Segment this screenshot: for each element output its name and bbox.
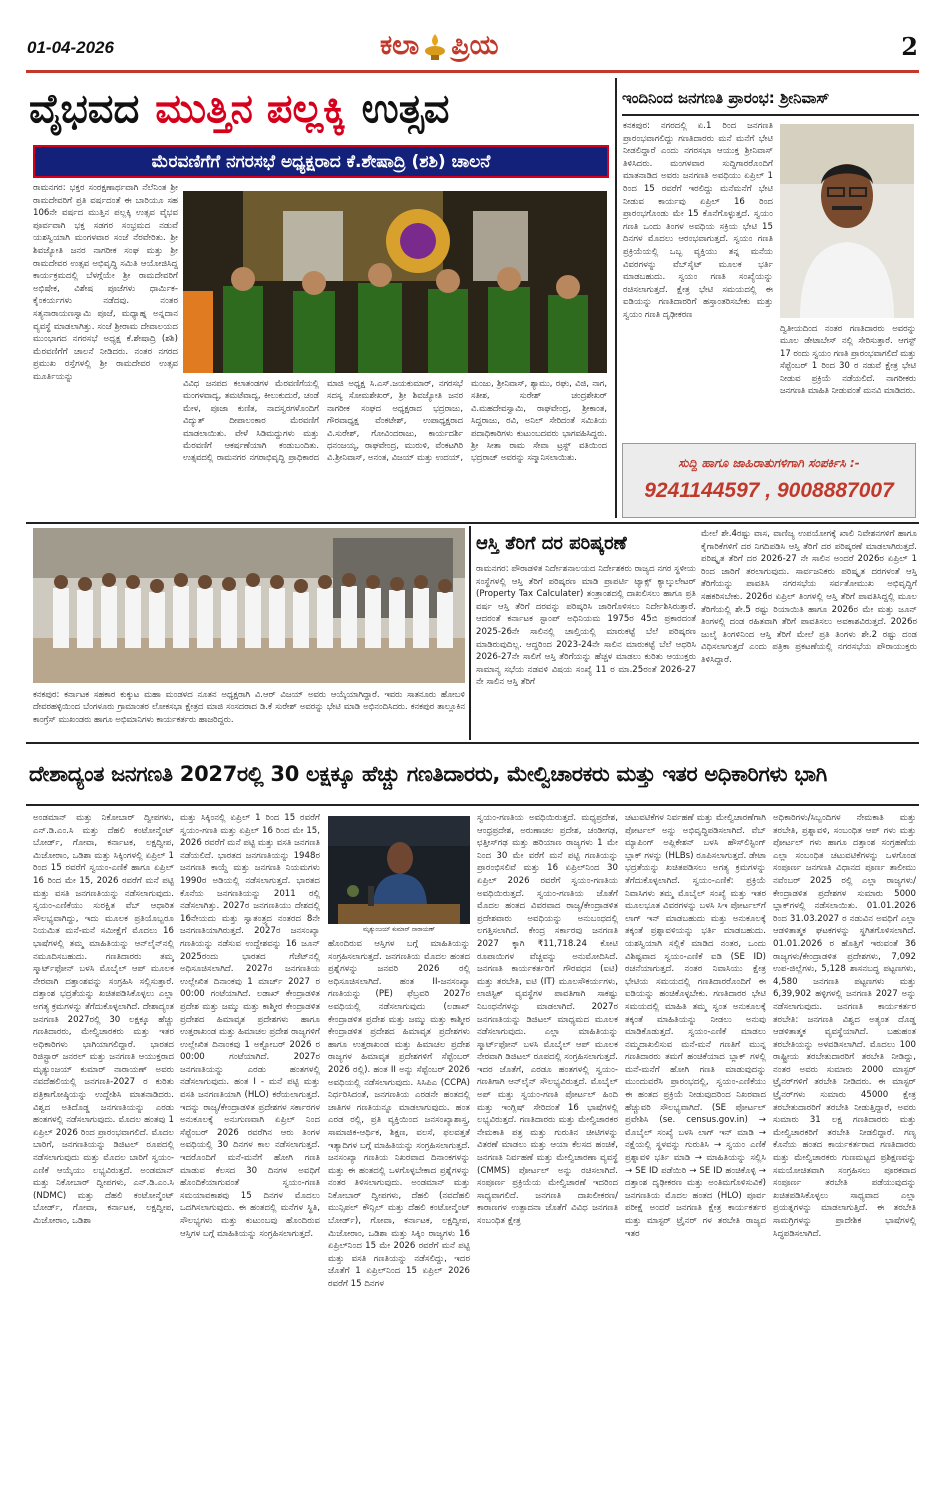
group-photo (33, 528, 465, 683)
story2-photo-caption: ದ್ವಿತೀಯದಿಂದ ನಂತರ ಗಣತಿದಾರರು ಅವರನ್ನು ಮೂಲ ಡೇಟಾಬೇಸ್ ನಲ್ಲಿ ಸೇರಿಸುತ್ತಾರೆ. ಆಗಸ್ಟ್ 17 ರಂದು ಸ್ವಯಂ ಗಣತಿ ಪ್ರಾರಂಭವಾಗಲಿದೆ ಮತ್ತು ಸೆಪ್ಟೆಂಬರ್ 1 ರಿಂದ 30 ರ ನಡುವೆ ಕ್ಷೇತ್ರ ಭೇಟಿ ನೀಡುವ ಪ್ರಕ್ರಿಯೆ ನಡೆಯಲಿದೆ. ನಾಗರೀಕರು ಜನಗಣತಿ ಮಾಹಿತಿ ನೀಡುವಂತೆ ಮನವಿ ಮಾಡಿದರು. (780, 323, 916, 396)
ad-phone: 9241144597 , 9008887007 (644, 479, 894, 502)
story4-headline: ಆಸ್ತಿ ತೆರಿಗೆ ದರ ಪರಿಷ್ಕರಣೆ (476, 532, 627, 554)
horizontal-divider-1 (26, 522, 919, 524)
logo-text-left: ಕಲಾ (380, 30, 420, 61)
story1-headline: ವೈಭವದ ಮುತ್ತಿನ ಪಲ್ಲಕ್ಕಿ ಉತ್ಸವ (29, 86, 450, 132)
story2-headline: ಇಂದಿನಿಂದ ಜನಗಣತಿ ಪ್ರಾರಂಭ: ಶ್ರೀನಿವಾಸ್ (622, 82, 919, 116)
photo-nameplate: ಮೃತ್ಯುಂಜಯ್ ಕುಮಾರ್ ನಾರಾಯಣ್ (363, 926, 435, 933)
procession-photo (183, 191, 607, 373)
story5-rule (26, 804, 919, 806)
masthead-logo (380, 26, 499, 66)
issue-date: 01-04-2026 (27, 38, 114, 57)
story5-col1: ಅಂಡಮಾನ್ ಮತ್ತು ನಿಕೋಬಾರ್ ದ್ವೀಪಗಳು, ಎನ್.ಡಿ.ಎಂ.ಸಿ ಮತ್ತು ದೆಹಲಿ ಕಂಟೋನ್ಮೆಂಟ್ ಬೋರ್ಡ್, ಗೋವಾ, ಕರ್ನಾಟಕ, ಲಕ್ಷದ್ವೀಪ, ಮಿಜೋರಾಂ, ಒಡಿಶಾ ಮತ್ತು ಸಿಕ್ಕಿಂಗಳಲ್ಲಿ ಏಪ್ರಿಲ್ 1 ರಿಂದ 15 ರವರೆಗೆ ಸ್ವಯಂ-ಎಣಿಕೆ ಹಾಗೂ ಏಪ್ರಿಲ್ 16 ರಿಂದ ಮೇ 15, 2026 ರವರೆಗೆ ಮನೆ ಪಟ್ಟಿ ಮತ್ತು ವಸತಿ ಜನಗಣತಿಯನ್ನು ನಡೆಸಲಾಗುವುದು. ಸ್ವಯಂ-ಎಣಿಕೆಯು ಸುರಕ್ಷಿತ ವೆಬ್ ಆಧಾರಿತ ಸೌಲಭ್ಯವಾಗಿದ್ದು, ಇದು ಮೂಲಕ ಪ್ರತಿಯೊಬ್ಬರೂ ನಿಯಮಿತ ಮನೆ-ಮನೆ ಸಮೀಕ್ಷೆಗೆ ಮೊದಲು 16 ಭಾಷೆಗಳಲ್ಲಿ ತಮ್ಮ ಮಾಹಿತಿಯನ್ನು ಆನ್‌ಲೈನ್‌ನಲ್ಲಿ ನಮೂದಿಸಬಹುದು. ಗಣತಿದಾರರು ತಮ್ಮ ಸ್ಮಾರ್ಟ್‌ಫೋನ್ ಬಳಸಿ ಮೊಬೈಲ್ ಆಪ್ ಮೂಲಕ ನೇರವಾಗಿ ದತ್ತಾಂಶವನ್ನು ಸಂಗ್ರಹಿಸಿ ಸಲ್ಲಿಸುತ್ತಾರೆ. ದತ್ತಾಂಶ ಭದ್ರತೆಯನ್ನು ಖಚಿತಪಡಿಸಿಕೊಳ್ಳಲು ಎಲ್ಲಾ ಅಗತ್ಯ ಕ್ರಮಗಳನ್ನು ತೆಗೆದುಕೊಳ್ಳಲಾಗಿದೆ. ದೇಶಾದ್ಯಂತ ಜನಗಣತಿ 2027ರಲ್ಲಿ 30 ಲಕ್ಷಕ್ಕೂ ಹೆಚ್ಚು ಗಣತಿದಾರರು, ಮೇಲ್ವಿಚಾರಕರು ಮತ್ತು ಇತರ ಅಧಿಕಾರಿಗಳು ಭಾಗಿಯಾಗಲಿದ್ದಾರೆ. ಭಾರತದ ರಿಜಿಸ್ಟ್ರಾರ್ ಜನರಲ್ ಮತ್ತು ಜನಗಣತಿ ಆಯುಕ್ತರಾದ ಮೃತ್ಯುಂಜಯ್ ಕುಮಾರ್ ನಾರಾಯಣ್ ಅವರು ನವದೆಹಲಿಯಲ್ಲಿ ಜನಗಣತಿ-2027 ರ ಕುರಿತು ಪತ್ರಿಕಾಗೋಷ್ಠಿಯನ್ನು ಉದ್ದೇಶಿಸಿ ಮಾತನಾಡಿದರು. ವಿಶ್ವದ ಅತಿದೊಡ್ಡ ಜನಗಣತಿಯನ್ನು ಎರಡು ಹಂತಗಳಲ್ಲಿ ನಡೆಸಲಾಗುವುದು. ಮೊದಲ ಹಂತವು 1 ಏಪ್ರಿಲ್ 2026 ರಿಂದ ಪ್ರಾರಂಭವಾಗಲಿದೆ. ಮೊದಲ ಬಾರಿಗೆ, ಜನಗಣತಿಯನ್ನು ಡಿಜಿಟಲ್ ರೂಪದಲ್ಲಿ ನಡೆಸಲಾಗುವುದು ಮತ್ತು ಮೊದಲ ಬಾರಿಗೆ ಸ್ವಯಂ-ಎಣಿಕೆ ಆಯ್ಕೆಯು ಲಭ್ಯವಿರುತ್ತದೆ. ಅಂಡಮಾನ್ ಮತ್ತು ನಿಕೋಬಾರ್ ದ್ವೀಪಗಳು, ಎನ್.ಡಿ.ಎಂ.ಸಿ (NDMC) ಮತ್ತು ದೆಹಲಿ ಕಂಟೋನ್ಮೆಂಟ್ ಬೋರ್ಡ್, ಗೋವಾ, ಕರ್ನಾಟಕ, ಲಕ್ಷದ್ವೀಪ, ಮಿಜೋರಾಂ, ಒಡಿಶಾ (33, 813, 174, 1226)
horizontal-divider-2 (26, 742, 919, 744)
story5-headline: ದೇಶಾದ್ಯಂತ ಜನಗಣತಿ 2027ರಲ್ಲಿ 30 ಲಕ್ಷಕ್ಕೂ ಹೆಚ್ಚು ಗಣತಿದಾರರು, ಮೇಲ್ವಿಚಾರಕರು ಮತ್ತು ಇತರ ಅಧಿಕಾರಿಗಳು ಭಾಗಿ (29, 761, 827, 786)
story5-col3: ಹೊಂದಿರುವ ಆಸ್ತಿಗಳ ಬಗ್ಗೆ ಮಾಹಿತಿಯನ್ನು ಸಂಗ್ರಹಿಸಲಾಗುತ್ತದೆ. ಜನಗಣತಿಯ ಮೊದಲ ಹಂತದ ಪ್ರಶ್ನೆಗಳನ್ನು ಜನವರಿ 2026 ರಲ್ಲಿ ಅಧಿಸೂಚಿಸಲಾಗಿದೆ. ಹಂತ II-ಜನಸಂಖ್ಯಾ ಗಣತಿಯನ್ನು (PE) ಫೆಬ್ರವರಿ 2027ರ ಅವಧಿಯಲ್ಲಿ ನಡೆಸಲಾಗುವುದು (ಲಡಾಖ್ ಕೇಂದ್ರಾಡಳಿತ ಪ್ರದೇಶ ಮತ್ತು ಜಮ್ಮು ಮತ್ತು ಕಾಶ್ಮೀರ ಕೇಂದ್ರಾಡಳಿತ ಪ್ರದೇಶದ ಹಿಮಾವೃತ ಪ್ರದೇಶಗಳು ಹಾಗೂ ಉತ್ತರಾಖಂಡ ಮತ್ತು ಹಿಮಾಚಲ ಪ್ರದೇಶ ರಾಜ್ಯಗಳ ಹಿಮಾವೃತ ಪ್ರದೇಶಗಳಿಗೆ ಸೆಪ್ಟೆಂಬರ್ 2026 ರಲ್ಲಿ). ಹಂತ II ಅನ್ನು ಸೆಪ್ಟೆಂಬರ್ 2026 ಅವಧಿಯಲ್ಲಿ ನಡೆಸಲಾಗುವುದು. ಸಿಸಿಪಿಎ (CCPA) ನಿರ್ಧರಿಸಿದಂತೆ, ಜನಗಣತಿಯ ಎರಡನೇ ಹಂತದಲ್ಲಿ ಜಾತಿಗಳ ಗಣತಿಯನ್ನೂ ಮಾಡಲಾಗುವುದು. ಹಂತ ಎರಡ ರಲ್ಲಿ, ಪ್ರತಿ ವ್ಯಕ್ತಿಯಿಂದ ಜನಸಂಖ್ಯಾಶಾಸ್ತ್ರ, ಸಾಮಾಜಿಕ-ಆರ್ಥಿಕ, ಶಿಕ್ಷಣ, ವಲಸೆ, ಫಲವತ್ತತೆ ಇತ್ಯಾದಿಗಳ ಬಗ್ಗೆ ಮಾಹಿತಿಯನ್ನು ಸಂಗ್ರಹಿಸಲಾಗುತ್ತದೆ. ಜನಸಂಖ್ಯಾ ಗಣತಿಯ ನಿಖರವಾದ ದಿನಾಂಕಗಳನ್ನು ಮತ್ತು ಈ ಹಂತದಲ್ಲಿ ಒಳಗೊಳ್ಳಬೇಕಾದ ಪ್ರಶ್ನೆಗಳನ್ನು ನಂತರ ತಿಳಿಸಲಾಗುವುದು. ಅಂಡಮಾನ್ ಮತ್ತು ನಿಕೋಬಾರ್ ದ್ವೀಪಗಳು, ದೆಹಲಿ (ನವದೆಹಲಿ ಮುನ್ಸಿಪಲ್ ಕೌನ್ಸಿಲ್ ಮತ್ತು ದೆಹಲಿ ಕಂಟೋನ್ಮೆಂಟ್ ಬೋರ್ಡ್), ಗೋವಾ, ಕರ್ನಾಟಕ, ಲಕ್ಷದ್ವೀಪ, ಮಿಜೋರಾಂ, ಒಡಿಶಾ ಮತ್ತು ಸಿಕ್ಕಿಂ ರಾಜ್ಯಗಳು 16 ಏಪ್ರಿಲ್‌ನಿಂದ 15 ಮೇ 2026 ರವರೆಗೆ ಮನೆ ಪಟ್ಟಿ ಮತ್ತು ವಸತಿ ಗಣತಿಯನ್ನು ನಡೆಸಲಿದ್ದು, ಇದರ ಜೊತೆಗೆ 1 ಏಪ್ರಿಲ್‌ನಿಂದ 15 ಏಪ್ರಿಲ್ 2026 ರವರೆಗೆ 15 ದಿನಗಳ (328, 939, 470, 1290)
story1-caption: ವಿವಿಧ ಜನಪದ ಕಲಾತಂಡಗಳ ಮೆರವಣಿಗೆಯಲ್ಲಿ ಮಂಗಳವಾದ್ಯ, ತಮಟೆವಾದ್ಯ, ಕೀಲುಕುದುರೆ, ಚಂಡೆ ಮೇಳ, ಪೂಜಾ ಕುಣಿತ, ನಾದಸ್ವರಗಳೊಂದಿಗೆ ವಿದ್ಯುತ್ ದೀಪಾಲಂಕಾರ ಮೆರವಣಿಗೆ ಮಾಡಲಾಯಿತು. ವೇಳೆ ಸಿಡಿಮದ್ದುಗಳು ಮತ್ತು ಮೆರವಣಿಗೆ ಆಕರ್ಷಣೆಯಾಗಿ ಕಂಡುಬಂದಿತು. ಉತ್ಸವದಲ್ಲಿ ರಾಮನಗರ ನಗರಾಭಿವೃದ್ಧಿ ಪ್ರಾಧಿಕಾರದ ಮಾಜಿ ಅಧ್ಯಕ್ಷ ಸಿ.ಎಸ್.ಜಯಕುಮಾರ್, ನಗರಸಭೆ ಸದಸ್ಯ ಸೋಮಶೇಖರ್, ಶ್ರೀ ಶಿವಜ್ಯೋತಿ ಜನರ ನಾಗರೀಕ ಸಂಘದ ಅಧ್ಯಕ್ಷರಾದ ಭದ್ರರಾಜು, ಗೌರವಾಧ್ಯಕ್ಷ ವೆಂಕಟೇಶ್, ಉಪಾಧ್ಯಕ್ಷರಾದ ವಿ.ಸುರೇಶ್, ಗೋವಿಂದರಾಜು, ಕಾರ್ಯದರ್ಶಿ ಧನಂಜಯ್ಯ, ರಾಘವೇಂದ್ರ, ಮುರುಳಿ, ವೆಂಕಟಗಿರಿ ವಿ.ಶ್ರೀನಿವಾಸ್, ಅನಂತ, ವಿಜಯ್ ಮತ್ತು ಉದಯ್, ಮಂಜು, ಶ್ರೀನಿವಾಸ್, ಶ್ಯಾಮು, ರಘು, ವಿಜಿ, ನಾಗ, ಸತೀಶ, ಸುರೇಶ್ ಚಂದ್ರಶೇಖರ್ ವಿ.ಮಹದೇವಸ್ವಾಮಿ, ರಾಘವೇಂದ್ರ, ಶ್ರೀಕಾಂತ, ಸಿದ್ದರಾಜು, ರವಿ, ಅನಿಲ್ ಸೇರಿದಂತೆ ಸಮಿತಿಯ ಪದಾಧಿಕಾರಿಗಳು ಕುಟುಂಬದವರು ಭಾಗವಹಿಸಿದ್ದರು. ಶ್ರೀ ಸೀತಾ ರಾಮ ಸೇವಾ ಟ್ರಸ್ಟ್ ವತಿಯಿಂದ ಭದ್ರರಾಜ್ ಅವರನ್ನು ಸನ್ಮಾನಿಸಲಾಯಿತು. (183, 378, 607, 463)
story5-col5: ಚಟುವಟಿಕೆಗಳ ನಿರ್ವಹಣೆ ಮತ್ತು ಮೇಲ್ವಿಚಾರಣೆಗಾಗಿ ಪೋರ್ಟಲ್ ಅನ್ನು ಅಭಿವೃದ್ಧಿಪಡಿಸಲಾಗಿದೆ. ವೆಬ್ ಮ್ಯಾಪಿಂಗ್ ಅಪ್ಲಿಕೇಶನ್ ಬಳಸಿ ಹೌಸ್‌ಲಿಸ್ಟಿಂಗ್ ಬ್ಲಾಕ್ ಗಳನ್ನು (HLBs) ರೂಪಿಸಲಾಗುತ್ತದೆ. ಡೇಟಾ ಭದ್ರತೆಯನ್ನು ಖಚಿತಪಡಿಸಲು ಅಗತ್ಯ ಕ್ರಮಗಳನ್ನು ತೆಗೆದುಕೊಳ್ಳಲಾಗಿದೆ. ಸ್ವಯಂ-ಎಣಿಕೆ: ಪ್ರಕ್ರಿಯೆ ನಿವಾಸಿಗಳು ತಮ್ಮ ಮೊಬೈಲ್ ಸಂಖ್ಯೆ ಮತ್ತು ಇತರ ಮೂಲಭೂತ ವಿವರಗಳನ್ನು ಬಳಸಿ ಸಿಇ ಪೋರ್ಟಲ್‌ಗೆ ಲಾಗ್ ಇನ್ ಮಾಡಬಹುದು ಮತ್ತು ಅನುಕೂಲಕ್ಕೆ ತಕ್ಕಂತೆ ಪ್ರಶ್ನಾವಳಿಯನ್ನು ಭರ್ತಿ ಮಾಡಬಹುದು. ಯಶಸ್ವಿಯಾಗಿ ಸಲ್ಲಿಕೆ ಮಾಡಿದ ನಂತರ, ಒಂದು ವಿಶಿಷ್ಟವಾದ ಸ್ವಯಂ-ಎಣಿಕೆ ಐಡಿ (SE ID) ರಚನೆಯಾಗುತ್ತದೆ. ನಂತರ ನಿವಾಸಿಯು ಕ್ಷೇತ್ರ ಭೇಟಿಯ ಸಮಯದಲ್ಲಿ ಗಣತಿದಾರರೊಂದಿಗೆ ಈ ಐಡಿಯನ್ನು ಹಂಚಿಕೊಳ್ಳಬೇಕು. ಗಣತಿದಾರರ ಭೇಟಿ ಸಮಯದಲ್ಲಿ ಮಾಹಿತಿ ತಮ್ಮ ಸ್ವಂತ ಅನುಕೂಲಕ್ಕೆ ತಕ್ಕಂತೆ ಮಾಹಿತಿಯನ್ನು ನೀಡಲು ಅನುವು ಮಾಡಿಕೊಡುತ್ತದೆ. ಸ್ವಯಂ-ಎಣಿಕೆ ಮಾಡಲು ನಮ್ಮದಾಖಲಿಸುವ ಮನೆ-ಮನೆ ಗಣತಿಗೆ ಮುನ್ನ ಗಣತಿದಾರರು ತಮಗೆ ಹಂಚಿಕೆಯಾದ ಬ್ಲಾಕ್ ಗಳಲ್ಲಿ ಮನೆ-ಮನೆಗೆ ಹೋಗಿ ಗಣತಿ ಮಾಡುವುದನ್ನು ಮುಂದುವರೆಸಿ ಪ್ರಾರಂಭದಲ್ಲಿ, ಸ್ವಯಂ-ಎಣಿಕೆಯು ಈ ಹಂತದ ಪ್ರಕ್ರಿಯೆ ನೀಡುವುದರಿಂದ ನಿಖರವಾದ ಹೆಚ್ಚುವರಿ ಸೌಲಭ್ಯವಾಗಿದೆ. (SE ಪೋರ್ಟಲ್ ಪ್ರವೇಶಿಸಿ (se. census.gov.in) → ಮೊಬೈಲ್ ಸಂಖ್ಯೆ ಬಳಸಿ ಲಾಗ್ ಇನ್ ಮಾಡಿ → ನಕ್ಷೆಯಲ್ಲಿ ಸ್ಥಳವನ್ನು ಗುರುತಿಸಿ → ಸ್ವಯಂ ಎಣಿಕೆ ಪ್ರಶ್ನಾವಳಿ ಭರ್ತಿ ಮಾಡಿ → ಮಾಹಿತಿಯನ್ನು ಸಲ್ಲಿಸಿ → SE ID ಪಡೆಯಿರಿ → SE ID ಹಂಚಿಕೊಳ್ಳಿ → ದತ್ತಾಂಶ ದೃಢೀಕರಣ ಮತ್ತು ಅಂತಿಮಗೊಳಿಸುವಿಕೆ) ಜನಗಣತಿಯ ಮೊದಲ ಹಂತದ (HLO) ಪೂರ್ವ ಪರೀಕ್ಷೆ ಅಂದರೆ ಜನಗಣತಿ ಕ್ಷೇತ್ರ ಕಾರ್ಯಕರ್ತರ ಮತ್ತು ಮಾಸ್ಟರ್ ಟ್ರೈನರ್ ಗಳ ತರಬೇತಿ ರಾಜ್ಯದ ಇತರ (625, 813, 766, 1239)
contact-ad (622, 443, 916, 518)
commissioner-photo (780, 124, 914, 318)
vertical-divider-top (615, 78, 617, 518)
story5-col6: ಅಧಿಕಾರಿಗಳು/ಸಿಬ್ಬಂದಿಗಳ ನೇಮಕಾತಿ ಮತ್ತು ತರಬೇತಿ, ಪ್ರಶ್ನಾವಳಿ, ಸಂಬಂಧಿತ ಆಪ್ ಗಳು ಮತ್ತು ಪೋರ್ಟಲ್ ಗಳು ಹಾಗೂ ದತ್ತಾಂಶ ಸಂಗ್ರಹಣೆಯ ಎಲ್ಲಾ ಸಂಬಂಧಿತ ಚಟುವಟಿಕೆಗಳನ್ನು ಒಳಗೊಂಡ ಸಂಪೂರ್ಣ ಜನಗಣತಿ ವಿಧಾನದ ಪೂರ್ಣ ತಾಲೀಮು ನವೆಂಬರ್ 2025 ರಲ್ಲಿ ಎಲ್ಲಾ ರಾಜ್ಯಗಳು/ಕೇಂದ್ರಾಡಳಿತ ಪ್ರದೇಶಗಳ ಸುಮಾರು 5000 ಬ್ಲಾಕ್‌ಗಳಲ್ಲಿ ನಡೆಸಲಾಯಿತು. 01.01.2026 ರಿಂದ 31.03.2027 ರ ನಡುವಿನ ಅವಧಿಗೆ ಎಲ್ಲಾ ಆಡಳಿತಾತ್ಮಕ ಘಟಕಗಳನ್ನು ಸ್ಥಗಿತಗೊಳಿಸಲಾಗಿದೆ. 01.01.2026 ರ ಹೊತ್ತಿಗೆ ಇರುವಂತೆ 36 ರಾಜ್ಯಗಳು/ಕೇಂದ್ರಾಡಳಿತ ಪ್ರದೇಶಗಳು, 7,092 ಉಪ-ಜಿಲ್ಲೆಗಳು, 5,128 ಶಾಸನಬದ್ಧ ಪಟ್ಟಣಗಳು, 4,580 ಜನಗಣತಿ ಪಟ್ಟಣಗಳು ಮತ್ತು 6,39,902 ಹಳ್ಳಿಗಳಲ್ಲಿ ಜನಗಣತಿ 2027 ಅನ್ನು ನಡೆಸಲಾಗುವುದು. ಜನಗಣತಿ ಕಾರ್ಯಕರ್ತರ ತರಬೇತಿ: ಜನಗಣತಿ ವಿಶ್ವದ ಅತ್ಯಂತ ದೊಡ್ಡ ಆಡಳಿತಾತ್ಮಕ ವ್ಯವಸ್ಥೆಯಾಗಿದೆ. ಬಹುಹಂತ ತರಬೇತಿಯನ್ನು ಅಳವಡಿಸಲಾಗಿದೆ. ಮೊದಲು 100 ರಾಷ್ಟ್ರೀಯ ತರಬೇತುದಾರರಿಗೆ ತರಬೇತಿ ನೀಡಿದ್ದು, ನಂತರ ಅವರು ಸುಮಾರು 2000 ಮಾಸ್ಟರ್ ಟ್ರೈನರ್‌ಗಳಿಗೆ ತರಬೇತಿ ನೀಡಿದರು. ಈ ಮಾಸ್ಟರ್ ಟ್ರೈನರ್‌ಗಳು ಸುಮಾರು 45000 ಕ್ಷೇತ್ರ ತರಬೇತುದಾರರಿಗೆ ತರಬೇತಿ ನೀಡುತ್ತಿದ್ದಾರೆ, ಅವರು ಸುಮಾರು 31 ಲಕ್ಷ ಗಣತಿದಾರರು ಮತ್ತು ಮೇಲ್ವಿಚಾರಕರಿಗೆ ತರಬೇತಿ ನೀಡಲಿದ್ದಾರೆ. ಗಣ್ಯ ಕೊನೆಯ ಹಂತದ ಕಾರ್ಯಕರ್ತರಾದ ಗಣತಿದಾರರು ಮತ್ತು ಮೇಲ್ವಿಚಾರಕರು ಗುಣಮಟ್ಟದ ಪ್ರಶಿಕ್ಷಣವನ್ನು ಸಮಯೋಚಿತವಾಗಿ ಸಂಗ್ರಹಿಸಲು ಪೂರಕವಾದ ಸಂಪೂರ್ಣ ತರಬೇತಿ ಪಡೆಯುವುದನ್ನು ಖಚಿತಪಡಿಸಿಕೊಳ್ಳಲು ಸಾಧ್ಯವಾದ ಎಲ್ಲಾ ಪ್ರಯತ್ನಗಳನ್ನು ಮಾಡಲಾಗುತ್ತಿದೆ. ಈ ತರಬೇತಿ ಸಾಮಗ್ರಿಗಳನ್ನು ಪ್ರಾದೇಶಿಕ ಭಾಷೆಗಳಲ್ಲಿ ಸಿದ್ಧಪಡಿಸಲಾಗಿದೆ. (773, 813, 916, 1239)
story2-body: ಕನಕಪುರ: ನಗರದಲ್ಲಿ ಏ.1 ರಿಂದ ಜನಗಣತಿ ಪ್ರಾರಂಭವಾಗಲಿದ್ದು ಗಣತಿದಾರರು ಮನೆ ಮನೆಗೆ ಭೇಟಿ ನೀಡಲಿದ್ದಾರೆ ಎಂದು ನಗರಸಭಾ ಆಯುಕ್ತ ಶ್ರೀನಿವಾಸ್ ತಿಳಿಸಿದರು. ಮಂಗಳವಾರ ಸುದ್ದಿಗಾರರೊಂದಿಗೆ ಮಾತನಾಡಿದ ಅವರು ಜನಗಣತಿ ಅವಧಿಯು ಏಪ್ರಿಲ್ 1 ರಿಂದ 15 ರವರೆಗೆ ಇರಲಿದ್ದು ಮನೆಮನೆಗೆ ಭೇಟಿ ನೀಡುವ ಕಾರ್ಯವು ಏಪ್ರಿಲ್ 16 ರಿಂದ ಪ್ರಾರಂಭಗೊಂಡು ಮೇ 15 ಕೊನೆಗೊಳ್ಳುತ್ತದೆ. ಸ್ವಯಂ ಗಣತಿ ಒಂದು ತಿಂಗಳ ಅವಧಿಯ ಸಕ್ರಿಯ ಭೇಟಿ 15 ದಿನಗಳ ಮೊದಲು ಆರಂಭವಾಗುತ್ತದೆ. ಸ್ವಯಂ ಗಣತಿ ಪ್ರಕ್ರಿಯೆಯಲ್ಲಿ ಒಬ್ಬ ವ್ಯಕ್ತಿಯು ತನ್ನ ಮನೆಯ ವಿವರಗಳನ್ನು ವೆಬ್‌ಸೈಟ್ ಮೂಲಕ ಭರ್ತಿ ಮಾಡಬಹುದು. ಸ್ವಯಂ ಗಣತಿ ಸಂಖ್ಯೆಯನ್ನು ರಚಿಸಲಾಗುತ್ತದೆ. ಕ್ಷೇತ್ರ ಭೇಟಿ ಸಮಯದಲ್ಲಿ ಈ ಐಡಿಯನ್ನು ಗಣತಿದಾರರಿಗೆ ಹಸ್ತಾಂತರಿಸಬೇಕು ಮತ್ತು ಸ್ವಯಂ ಗಣತಿ ದೃಢೀಕರಣ (623, 121, 773, 320)
masthead-rule (26, 70, 919, 73)
press-conference-photo (328, 816, 470, 924)
logo-lamp-icon (422, 31, 448, 61)
vertical-divider-mid (469, 526, 471, 740)
story4-body-left: ರಾಮನಗರ: ಪೌರಾಡಳಿತ ನಿರ್ದೇಶನಾಲಯದ ನಿರ್ದೇಶಕರು ರಾಜ್ಯದ ನಗರ ಸ್ಥಳೀಯ ಸಂಸ್ಥೆಗಳಲ್ಲಿ ಆಸ್ತಿ ತೆರಿಗೆ ಪರಿಷ್ಕರಣ ಮಾಡಿ ಪ್ರಾಪರ್ಟಿ ಟ್ಯಾಕ್ಸ್ ಕ್ಯಾಲ್ಕುಲೇಟರ್ (Property Tax Calculater) ತಂತ್ರಾಂಶದಲ್ಲಿ ದಾಖಲಿಸಲು ಹಾಗೂ ಪ್ರತಿ ವರ್ಷ ಆಸ್ತಿ ತೆರಿಗೆ ದರವನ್ನು ಪರಿಷ್ಕರಿಸಿ ಜಾರಿಗೊಳಿಸಲು ನಿರ್ದೇಶಿಸಿರುತ್ತಾರೆ. ಆದರಂತೆ ಕರ್ನಾಟಕ ಸ್ಟಾಂಪ್ ಅಧಿನಿಯಮ 1975ರ 45ಬಿ ಪ್ರಕಾರದಂತೆ 2025-26ನೇ ಸಾಲಿನಲ್ಲಿ ಚಾಲ್ತಿಯಲ್ಲಿ ಮಾರುಕಟ್ಟೆ ಬೆಲೆ ಪರಿಷ್ಕರಣ ಮಾಡಿರುವುದಿಲ್ಲ. ಆದ್ದರಿಂದ 2023-24ನೇ ಸಾಲಿನ ಮಾರುಕಟ್ಟೆ ಬೆಲೆ ಆಧರಿಸಿ 2026-27ನೇ ಸಾಲಿಗೆ ಆಸ್ತಿ ತೆರಿಗೆಯನ್ನು ಹೆಚ್ಚಳ ಮಾಡಲು ಕುರಿತು ಆಯುಕ್ತರು ಸಾಮಾನ್ಯ ಸಭೆಯ ನಡವಳಿ ವಿಷಯ ಸಂಖ್ಯೆ 11 ರ ಮಾ.25ರಂತೆ 2026-27 ನೇ ಸಾಲಿನ ಆಸ್ತಿ ತೆರಿಗೆ (476, 564, 696, 688)
story3-caption: ಕನಕಪುರ: ಕರ್ನಾಟಕ ಸಹಕಾರ ಕುಕ್ಕುಟ ಮಹಾ ಮಂಡಳದ ನೂತನ ಅಧ್ಯಕ್ಷರಾಗಿ ವಿ.ಆರ್ ವಿಜಯ್ ಅವರು ಆಯ್ಕೆಯಾಗಿದ್ದಾರೆ. ಇವರು ಸಾತನೂರು ಹೋಬಳಿ ದೇವರಹಳ್ಳಿಯಿಂದ ಬೆಂಗಳೂರು ಗ್ರಾಮಾಂತರ ಲೋಕಸಭಾ ಕ್ಷೇತ್ರದ ಮಾಜಿ ಸಂಸದರಾದ ಡಿ.ಕೆ ಸುರೇಶ್ ಅವರನ್ನು ಭೇಟಿ ಮಾಡಿ ಅಭಿನಂದಿಸಿದರು. ಕನಕಪುರ ತಾಲ್ಲೂಕಿನ ಕಾಂಗ್ರೆಸ್ ಮುಖಂಡರು ಹಾಗೂ ಅಭಿಮಾನಿಗಳು ಕಾರ್ಯಕರ್ತರು ಹಾಜರಿದ್ದರು. (33, 689, 465, 724)
ad-title: ಸುದ್ದಿ ಹಾಗೂ ಜಾಹಿರಾತುಗಳಿಗಾಗಿ ಸಂಪರ್ಕಿಸಿ :- (678, 456, 860, 470)
logo-text-right: ಪ್ರಿಯ (451, 30, 499, 61)
story5-col2: ಮತ್ತು ಸಿಕ್ಕಿಂನಲ್ಲಿ ಏಪ್ರಿಲ್ 1 ರಿಂದ 15 ರವರೆಗೆ ಸ್ವಯಂ-ಗಣತಿ ಮತ್ತು ಏಪ್ರಿಲ್ 16 ರಿಂದ ಮೇ 15, 2026 ರವರೆಗೆ ಮನೆ ಪಟ್ಟಿ ಮತ್ತು ವಸತಿ ಜನಗಣತಿ ನಡೆಯಲಿದೆ. ಭಾರತದ ಜನಗಣತಿಯನ್ನು 1948ರ ಜನಗಣತಿ ಕಾಯ್ದೆ ಮತ್ತು ಜನಗಣತಿ ನಿಯಮಗಳು 1990ರ ಅಡಿಯಲ್ಲಿ ನಡೆಸಲಾಗುತ್ತದೆ. ಭಾರತದ ಕೊನೆಯ ಜನಗಣತಿಯನ್ನು 2011 ರಲ್ಲಿ ನಡೆಸಲಾಗಿತ್ತು. 2027ರ ಜನಗಣತಿಯು ದೇಶದಲ್ಲಿ 16ನೇಯದು ಮತ್ತು ಸ್ವಾತಂತ್ರ್ಯದ ನಂತರದ 8ನೇ ಜನಗಣತಿಯಾಗಿರುತ್ತದೆ. 2027ರ ಜನಸಂಖ್ಯಾ ಗಣತಿಯನ್ನು ನಡೆಸುವ ಉದ್ದೇಶವನ್ನು 16 ಜೂನ್ 2025ರಂದು ಭಾರತದ ಗೆಜೆಟ್‌ನಲ್ಲಿ ಅಧಿಸೂಚಿಸಲಾಗಿದೆ. 2027ರ ಜನಗಣತಿಯ ಉಲ್ಲೇಖಿತ ದಿನಾಂಕವು 1 ಮಾರ್ಚ್ 2027 ರ 00:00 ಗಂಟೆಯಾಗಿದೆ. ಲಡಾಖ್ ಕೇಂದ್ರಾಡಳಿತ ಪ್ರದೇಶ ಮತ್ತು ಜಮ್ಮು ಮತ್ತು ಕಾಶ್ಮೀರ ಕೇಂದ್ರಾಡಳಿತ ಪ್ರದೇಶದ ಹಿಮಾವೃತ ಪ್ರದೇಶಗಳು ಹಾಗೂ ಉತ್ತರಾಖಂಡ ಮತ್ತು ಹಿಮಾಚಲ ಪ್ರದೇಶ ರಾಜ್ಯಗಳಿಗೆ ಉಲ್ಲೇಖಿತ ದಿನಾಂಕವು 1 ಅಕ್ಟೋಬರ್ 2026 ರ 00:00 ಗಂಟೆಯಾಗಿದೆ. 2027ರ ಜನಗಣತಿಯನ್ನು ಎರಡು ಹಂತಗಳಲ್ಲಿ ನಡೆಸಲಾಗುವುದು. ಹಂತ I - ಮನೆ ಪಟ್ಟಿ ಮತ್ತು ವಸತಿ ಜನಗಣತಿಯಾಗಿ (HLO) ಕರೆಯಲಾಗುತ್ತದೆ. ಇದನ್ನು ರಾಜ್ಯ/ಕೇಂದ್ರಾಡಳಿತ ಪ್ರದೇಶಗಳ ಸರ್ಕಾರಗಳ ಅನುಕೂಲಕ್ಕೆ ಅನುಗುಣವಾಗಿ ಏಪ್ರಿಲ್ ನಿಂದ ಸೆಪ್ಟೆಂಬರ್ 2026 ರವರೆಗಿನ ಆರು ತಿಂಗಳ ಅವಧಿಯಲ್ಲಿ 30 ದಿನಗಳ ಕಾಲ ನಡೆಸಲಾಗುತ್ತದೆ. ಇದರೊಂದಿಗೆ ಮನೆ-ಮನೆಗೆ ಹೋಗಿ ಗಣತಿ ಮಾಡುವ ಕೆಲಸದ 30 ದಿನಗಳ ಅವಧಿಗೆ ಹೊಂದಿಕೆಯಾಗುವಂತೆ ಸ್ವಯಂ-ಗಣತಿ ಸಮಯಾವಕಾಶವು 15 ದಿನಗಳ ಮೊದಲು ಒದಗಿಸಲಾಗುವುದು. ಈ ಹಂತದಲ್ಲಿ ಮನೆಗಳ ಸ್ಥಿತಿ, ಸೌಲಭ್ಯಗಳು ಮತ್ತು ಕುಟುಂಬವು ಹೊಂದಿರುವ ಆಸ್ತಿಗಳ ಬಗ್ಗೆ ಮಾಹಿತಿಯನ್ನು ಸಂಗ್ರಹಿಸಲಾಗುತ್ತದೆ. (180, 813, 320, 1239)
story5-col4: ಸ್ವಯಂ-ಗಣತಿಯ ಅವಧಿಯಿರುತ್ತದೆ. ಮಧ್ಯಪ್ರದೇಶ, ಆಂಧ್ರಪ್ರದೇಶ, ಅರುಣಾಚಲ ಪ್ರದೇಶ, ಚಂಡೀಗಢ, ಛತ್ತೀಸ್‌ಗಢ ಮತ್ತು ಹರಿಯಾಣ ರಾಜ್ಯಗಳು 1 ಮೇ ನಿಂದ 30 ಮೇ ವರೆಗೆ ಮನೆ ಪಟ್ಟಿ ಗಣತಿಯನ್ನು ಪ್ರಾರಂಭಿಸಲಿವೆ ಮತ್ತು 16 ಏಪ್ರಿಲ್‌ನಿಂದ 30 ಏಪ್ರಿಲ್ 2026 ರವರೆಗೆ ಸ್ವಯಂ-ಗಣತಿಯ ಅವಧಿಯಿರುತ್ತದೆ. ಸ್ವಯಂ-ಗಣತಿಯ ಜೊತೆಗೆ ಮೊದಲ ಹಂತದ ವಿವರವಾದ ರಾಜ್ಯ/ಕೇಂದ್ರಾಡಳಿತ ಪ್ರದೇಶವಾರು ಅವಧಿಯನ್ನು ಅನುಬಂಧದಲ್ಲಿ ಲಗತ್ತಿಸಲಾಗಿದೆ. ಕೇಂದ್ರ ಸರ್ಕಾರವು ಜನಗಣತಿ 2027 ಕ್ಕಾಗಿ ₹11,718.24 ಕೋಟಿ ರೂಪಾಯಿಗಳ ವೆಚ್ಚವನ್ನು ಅನುಮೋದಿಸಿದೆ. ಜನಗಣತಿ ಕಾರ್ಯಕರ್ತರಿಗೆ ಗೌರವಧನ (ಐಟಿ) ಮತ್ತು ತರಬೇತಿ, ಐಟಿ (IT) ಮೂಲಸೌಕರ್ಯಗಳು, ಲಾಜಿಸ್ಟಿಕ್ ವ್ಯವಸ್ಥೆಗಳ ಪಾವತಿಗಾಗಿ ಸಾಕಷ್ಟು ನಿಬಂಧನೆಗಳನ್ನು ಮಾಡಲಾಗಿದೆ. 2027ರ ಜನಗಣತಿಯನ್ನು ಡಿಜಿಟಲ್ ಮಾಧ್ಯಮದ ಮೂಲಕ ನಡೆಸಲಾಗುವುದು. ಎಲ್ಲಾ ಮಾಹಿತಿಯನ್ನು ಸ್ಮಾರ್ಟ್‌ಫೋನ್ ಬಳಸಿ ಮೊಬೈಲ್ ಆಪ್ ಮೂಲಕ ನೇರವಾಗಿ ಡಿಜಿಟಲ್ ರೂಪದಲ್ಲಿ ಸಂಗ್ರಹಿಸಲಾಗುತ್ತದೆ. ಇದರ ಜೊತೆಗೆ, ಎರಡೂ ಹಂತಗಳಲ್ಲಿ ಸ್ವಯಂ-ಗಣತಿಗಾಗಿ ಆನ್‌ಲೈನ್ ಸೌಲಭ್ಯವಿರುತ್ತದೆ. ಮೊಬೈಲ್ ಅಪ್ ಮತ್ತು ಸ್ವಯಂ-ಗಣತಿ ಪೋರ್ಟಲ್ ಹಿಂದಿ ಮತ್ತು ಇಂಗ್ಲಿಷ್ ಸೇರಿದಂತೆ 16 ಭಾಷೆಗಳಲ್ಲಿ ಲಭ್ಯವಿರುತ್ತದೆ. ಗಣತಿದಾರರು ಮತ್ತು ಮೇಲ್ವಿಚಾರಕರ ನೇಮಕಾತಿ ಪತ್ರ ಮತ್ತು ಗುರುತಿನ ಚೀಟಿಗಳನ್ನು ವಿತರಣೆ ಮಾಡಲು ಮತ್ತು ಆಯಾ ಕೆಲಸದ ಹಂಚಿಕೆ, ಜನಗಣತಿ ನಿರ್ವಹಣೆ ಮತ್ತು ಮೇಲ್ವಿಚಾರಣಾ ವ್ಯವಸ್ಥೆ (CMMS) ಪೋರ್ಟಲ್ ಅನ್ನು ರಚಿಸಲಾಗಿದೆ. ಸಂಪೂರ್ಣ ಪ್ರಕ್ರಿಯೆಯ ಮೇಲ್ವಿಚಾರಣೆ ಇದರಿಂದ ಸಾಧ್ಯವಾಗಲಿದೆ. ಜನಗಣತಿ ದಾಖಲೀಕರಣ/ಕಾರಾಣಗಳ ಉತ್ಪಾದನಾ ಜೊತೆಗೆ ವಿವಿಧ ಜನಗಣತಿ ಸಂಬಂಧಿತ ಕ್ಷೇತ್ರ (477, 813, 618, 1226)
story1-subhead: ಮೆರವಣಿಗೆಗೆ ನಗರಸಭೆ ಅಧ್ಯಕ್ಷರಾದ ಕೆ.ಶೇಷಾದ್ರಿ (ಶಶಿ) ಚಾಲನೆ (33, 145, 609, 178)
story1-body: ರಾಮನಗರ: ಭಕ್ತರ ಸಂರಕ್ಷಣಾರ್ಥವಾಗಿ ನೆಲೆನಿಂತ ಶ್ರೀ ರಾಮದೇವರಿಗೆ ಪ್ರತಿ ವರ್ಷದಂತೆ ಈ ಬಾರಿಯೂ ಸಹ 106ನೇ ವರ್ಷದ ಮುತ್ತಿನ ಪಲ್ಲಕ್ಕಿ ಉತ್ಸವ ವೈಭವ ಪೂರ್ವವಾಗಿ ಭಕ್ತ ಸಡಗರ ಸಂಭ್ರಮದ ನಡುವೆ ಯಶಸ್ವಿಯಾಗಿ ಮಂಗಳವಾರ ಸಂಜೆ ನೆರವೇರಿತು. ಶ್ರೀ ಶಿವಜ್ಯೋತಿ ಜನರ ನಾಗರೀಕ ಸಂಘ ಮತ್ತು ಶ್ರೀ ರಾಮದೇವರ ಉತ್ಸವ ಅಭಿವೃದ್ಧಿ ಸಮಿತಿ ಆಯೋಜಿಸಿದ್ದ ಕಾರ್ಯಕ್ರಮದಲ್ಲಿ ಬೆಳಗ್ಗೆಯೇ ಶ್ರೀ ರಾಮದೇವರಿಗೆ ಅಭಿಷೇಕ, ವಿಶೇಷ ಪೂಜೆಗಳು ಧಾರ್ಮಿಕ-ಕೈಂಕರ್ಯಗಳು ನಡೆದವು. ನಂತರ ಸತ್ಯನಾರಾಯಣಸ್ವಾಮಿ ಪೂಜೆ, ಮಧ್ಯಾಹ್ನ ಅನ್ನದಾನ ವ್ಯವಸ್ಥೆ ಮಾಡಲಾಗಿತ್ತು. ಸಂಜೆ ಶ್ರೀರಾಮ ದೇವಾಲಯದ ಮುಂಭಾಗದ ನಗರಸಭೆ ಅಧ್ಯಕ್ಷ ಕೆ.ಶೇಷಾದ್ರಿ (ಶಶಿ) ಮೆರವಣಿಗೆಗೆ ಚಾಲನೆ ನೀಡಿದರು. ನಂತರ ನಗರದ ಪ್ರಮುಖ ರಸ್ತೆಗಳಲ್ಲಿ ಶ್ರೀ ರಾಮದೇವರ ಉತ್ಸವ ಮೂರ್ತಿಯನ್ನು (33, 183, 178, 382)
story4-body-right: ಮೇಲೆ ಶೇ.4ರಷ್ಟು ವಾಸ, ವಾಣಿಜ್ಯ ಉಪಯೋಗಕ್ಕೆ ಖಾಲಿ ನಿವೇಶನಗಳಿಗೆ ಹಾಗೂ ಕೈಗಾರಿಕೆಗಳಿಗೆ ದರ ನಿಗದಿಪಡಿಸಿ ಆಸ್ತಿ ತೆರಿಗೆ ದರ ಪರಿಷ್ಕರಣೆ ಮಾಡಲಾಗಿರುತ್ತದೆ. ಪರಿಷ್ಕೃತ ತೆರಿಗೆ ದರ 2026-27 ನೇ ಸಾಲಿನ ಅಂದರೆ 2026ರ ಏಪ್ರಿಲ್ 1 ರಿಂದ ಜಾರಿಗೆ ತರಲಾಗುವುದು. ಸಾರ್ವಜನಿಕರು ಪರಿಷ್ಕೃತ ದರಗಳಂತೆ ಆಸ್ತಿ ತೆರಿಗೆಯನ್ನು ಪಾವತಿಸಿ ನಗರಸಭೆಯ ಸರ್ವತೋಮುಖ ಅಭಿವೃದ್ಧಿಗೆ ಸಹಕರಿಸಬೇಕು. 2026ರ ಏಪ್ರಿಲ್ ತಿಂಗಳಲ್ಲಿ ಆಸ್ತಿ ತೆರಿಗೆ ಪಾವತಿಸಿದ್ದಲ್ಲಿ ಮೂಲ ತೆರಿಗೆಯಲ್ಲಿ ಶೇ.5 ರಷ್ಟು ರಿಯಾಯಿತಿ ಹಾಗೂ 2026ರ ಮೇ ಮತ್ತು ಜೂನ್ ತಿಂಗಳಲ್ಲಿ ದಂಡ ರಹಿತವಾಗಿ ತೆರಿಗೆ ಪಾವತಿಸಲು ಅವಕಾಶವಿರುತ್ತದೆ. 2026ರ ಜುಲೈ ತಿಂಗಳಿನಿಂದ ಆಸ್ತಿ ತೆರಿಗೆ ಮೇಲೆ ಪ್ರತಿ ತಿಂಗಳು ಶೇ.2 ರಷ್ಟು ದಂಡ ವಿಧಿಸಲಾಗುತ್ತದೆ ಎಂದು ಪತ್ರಿಕಾ ಪ್ರಕಟಣೆಯಲ್ಲಿ ನಗರಸಭೆಯ ಪೌರಾಯುಕ್ತರು ತಿಳಿಸಿದ್ದಾರೆ. (701, 529, 917, 665)
page-number: 2 (901, 32, 918, 61)
